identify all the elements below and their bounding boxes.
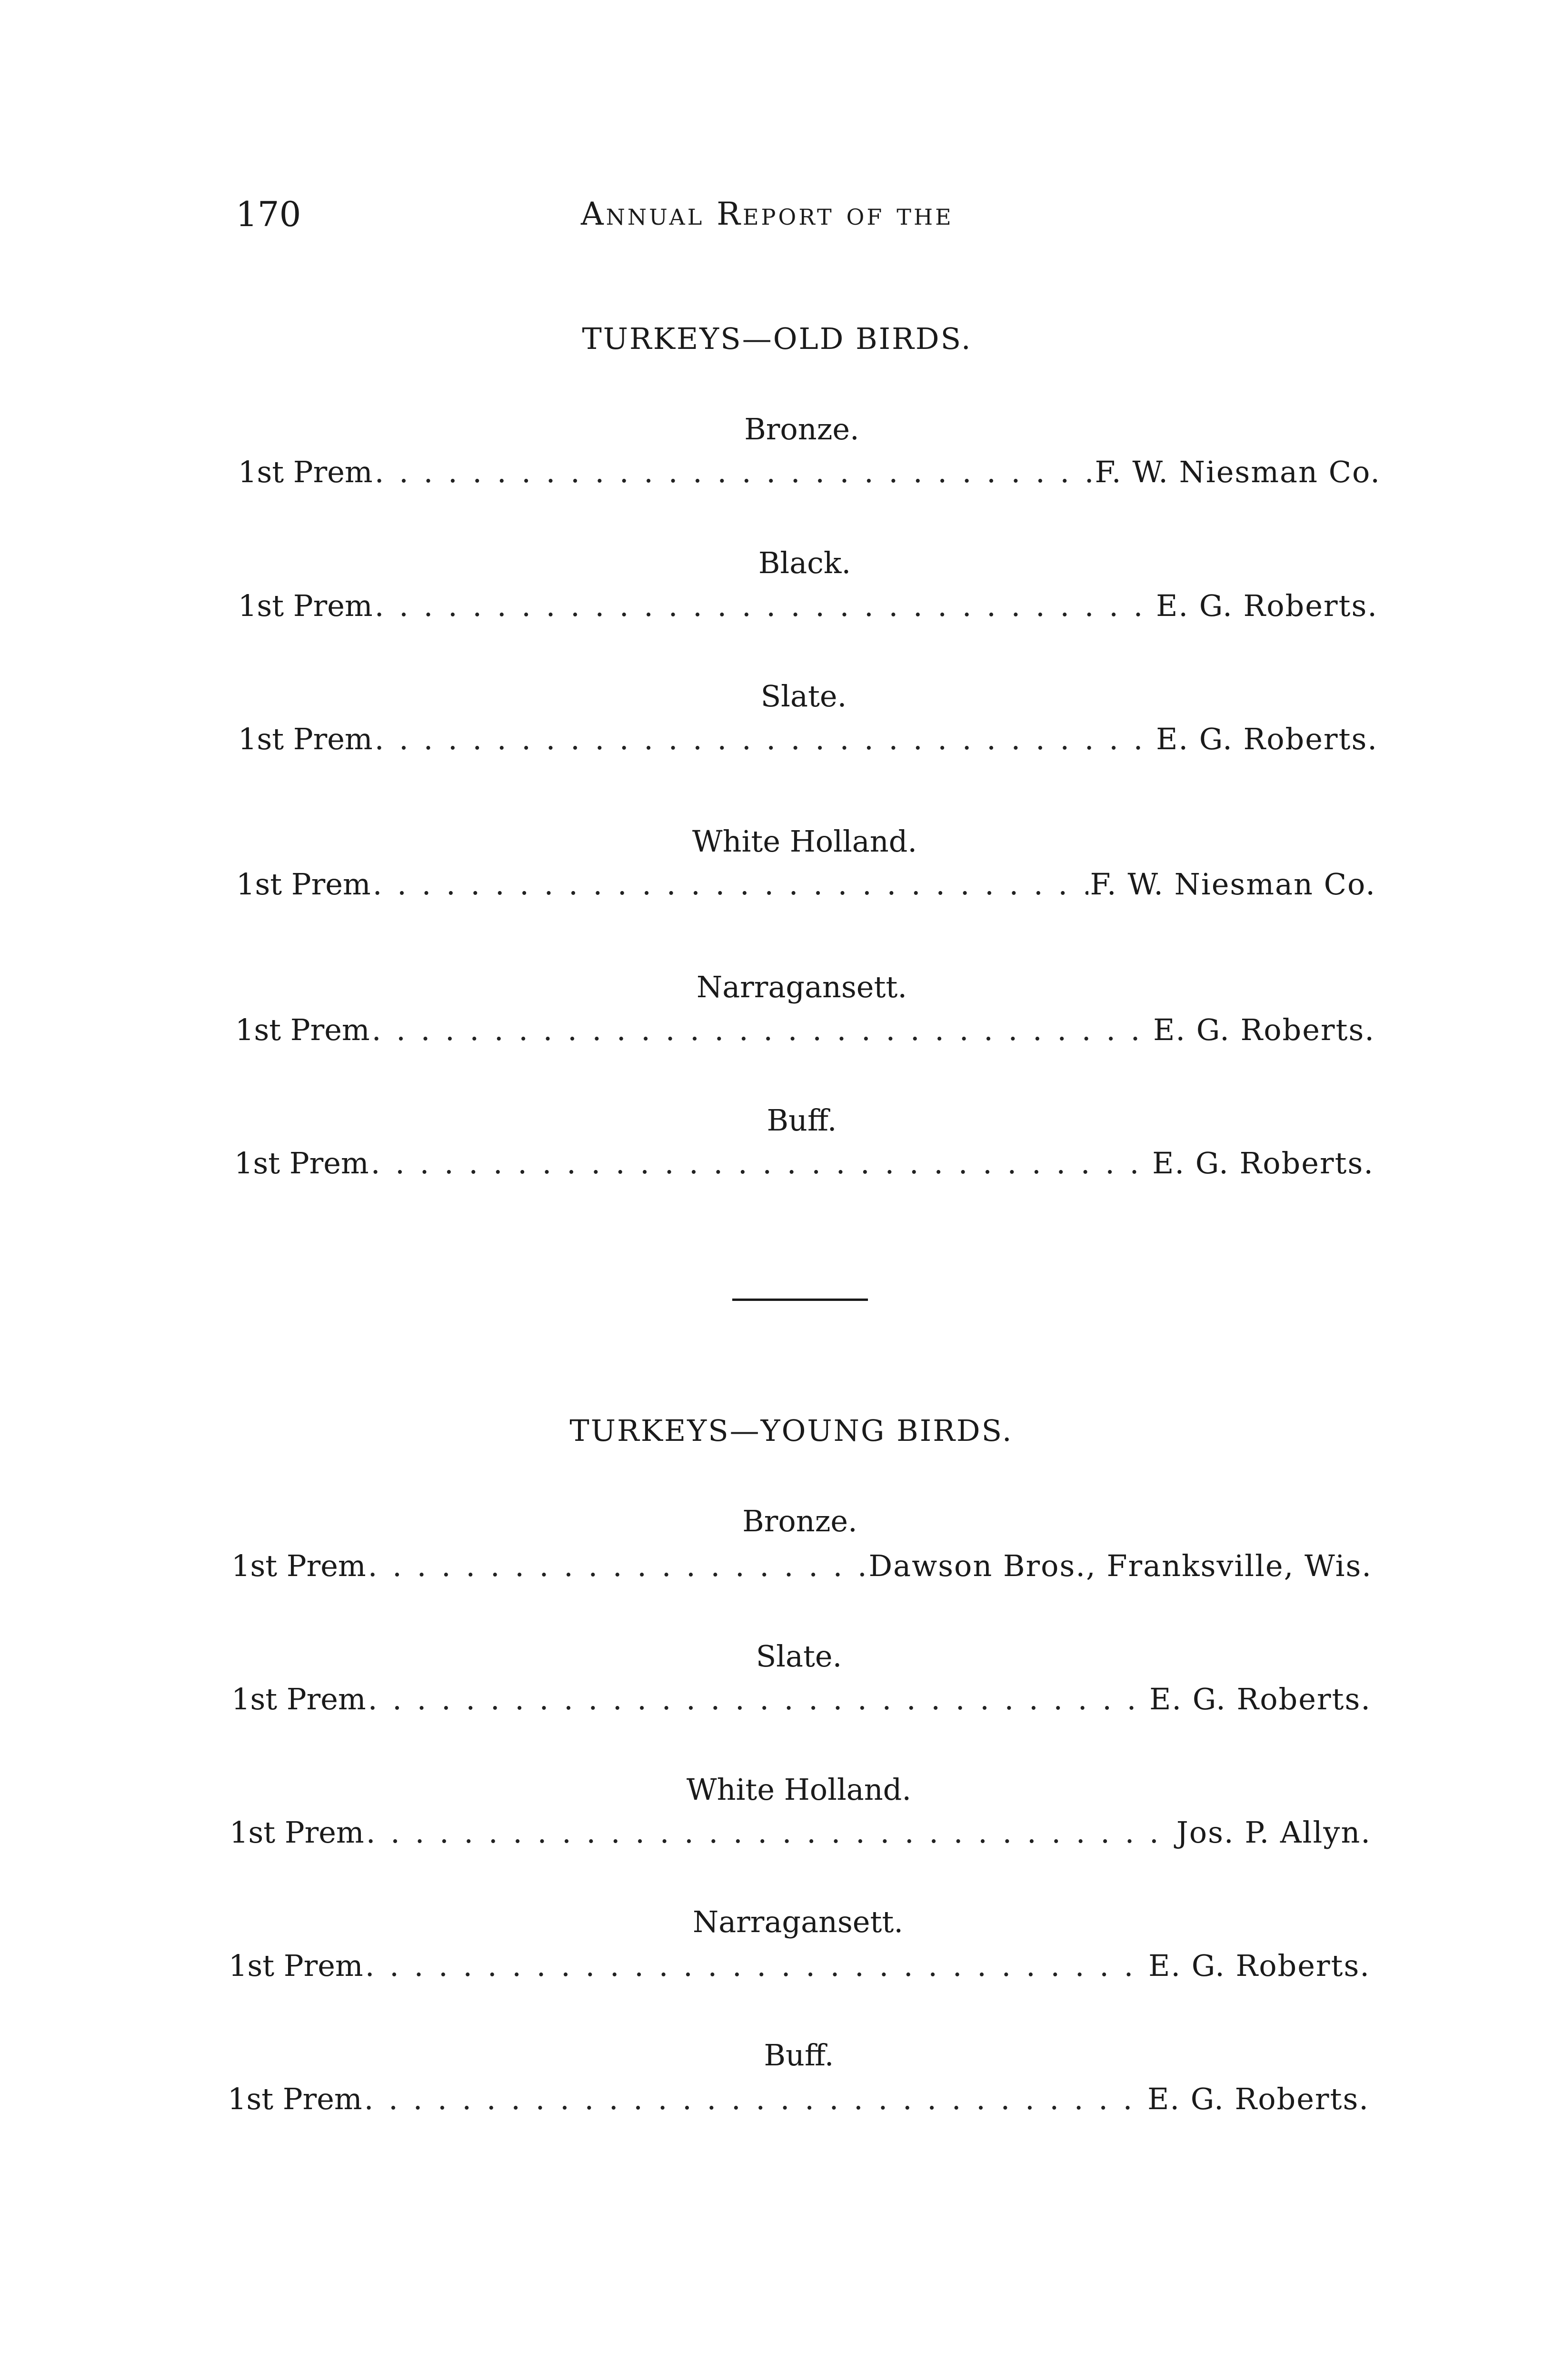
premium-label: 1st Prem: [229, 1948, 363, 1983]
premium-entry: [231, 1680, 1371, 1718]
winner-name: F. W. Niesman Co.: [1090, 867, 1376, 902]
dot-leader: [375, 453, 1093, 491]
winner-name: E. G. Roberts.: [1156, 588, 1378, 623]
variety-heading: Slate.: [756, 1639, 842, 1674]
running-title: Annual Report of the: [581, 196, 954, 232]
variety-heading: Slate.: [760, 679, 847, 714]
premium-label: 1st Prem: [236, 867, 371, 902]
section-divider: [732, 1299, 868, 1301]
premium-entry: [238, 453, 1381, 491]
dot-leader: [364, 2080, 1146, 2118]
dot-leader: [375, 587, 1154, 625]
dot-leader: [372, 1011, 1151, 1049]
winner-name: E. G. Roberts.: [1148, 1948, 1370, 1983]
dot-leader: [365, 1947, 1146, 1985]
premium-label: 1st Prem: [235, 1012, 370, 1047]
variety-heading: White Holland.: [692, 824, 917, 859]
dot-leader: [368, 1547, 867, 1585]
running-head: [236, 193, 1378, 236]
variety-heading: Black.: [758, 545, 851, 580]
variety-heading: Narragansett.: [696, 970, 907, 1004]
premium-entry: [236, 865, 1376, 903]
dot-leader: [373, 865, 1088, 903]
premium-entry: [235, 1011, 1375, 1049]
variety-heading: White Holland.: [686, 1772, 912, 1807]
variety-heading: Narragansett.: [692, 1904, 904, 1939]
variety-heading: Buff.: [767, 1103, 837, 1138]
winner-name: Jos. P. Allyn.: [1176, 1815, 1371, 1850]
premium-entry: [238, 720, 1378, 758]
premium-entry: [228, 2080, 1369, 2118]
premium-entry: [229, 1814, 1371, 1852]
winner-name: E. G. Roberts.: [1149, 1682, 1371, 1716]
premium-label: 1st Prem: [231, 1682, 366, 1716]
winner-name: F. W. Niesman Co.: [1095, 455, 1381, 489]
section-heading-young-birds: TURKEYS—YOUNG BIRDS.: [569, 1413, 1013, 1448]
premium-entry: [229, 1947, 1370, 1985]
premium-entry: [234, 1144, 1374, 1182]
variety-heading: Bronze.: [744, 412, 859, 446]
premium-label: 1st Prem: [228, 2082, 362, 2116]
dot-leader: [366, 1814, 1175, 1852]
winner-name: Dawson Bros., Franksville, Wis.: [868, 1548, 1372, 1583]
premium-label: 1st Prem: [234, 1146, 369, 1180]
premium-label: 1st Prem: [231, 1548, 366, 1583]
winner-name: E. G. Roberts.: [1153, 1012, 1375, 1047]
premium-entry: [238, 587, 1378, 625]
dot-leader: [371, 1144, 1150, 1182]
winner-name: E. G. Roberts.: [1147, 2082, 1369, 2116]
winner-name: E. G. Roberts.: [1152, 1146, 1374, 1180]
variety-heading: Bronze.: [742, 1504, 857, 1538]
dot-leader: [375, 720, 1154, 758]
section-heading-old-birds: TURKEYS—OLD BIRDS.: [582, 321, 972, 356]
premium-label: 1st Prem: [238, 588, 373, 623]
premium-label: 1st Prem: [238, 722, 373, 756]
dot-leader: [368, 1680, 1147, 1718]
premium-label: 1st Prem: [238, 455, 373, 489]
premium-label: 1st Prem: [229, 1815, 364, 1850]
premium-entry: [231, 1547, 1372, 1585]
variety-heading: Buff.: [764, 2038, 834, 2073]
winner-name: E. G. Roberts.: [1156, 722, 1378, 756]
page-number: 170: [236, 194, 301, 234]
